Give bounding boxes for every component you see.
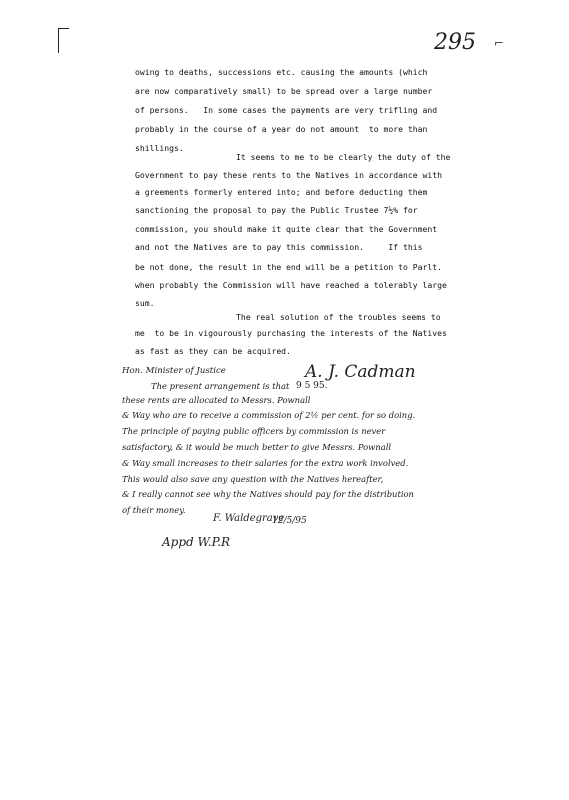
typed-line: and not the Natives are to pay this commission. If this [135,242,423,252]
handwritten-line: & I really cannot see why the Natives should pay for the distribution [122,489,414,499]
typed-line: as fast as they can be acquired. [135,346,291,356]
typed-line: me to be in vigourously purchasing the interests of the Natives [135,328,447,338]
signature-cadman: A. J. Cadman [305,362,416,382]
corner-bracket-mark [58,28,69,41]
typed-line: a greements formerly entered into; and before deducting them [135,187,428,197]
typed-line: It seems to me to be clearly the duty of the [236,152,451,162]
typed-line: commission, you should make it quite clear that the Government [135,224,438,234]
typed-line: probably in the course of a year do not amount to more than [135,124,428,134]
page-number: 295 [434,30,476,55]
signature-date-2: 12/5/95 [272,516,307,526]
handwritten-line: & Way small increases to their salaries for the extra work involved. [122,458,409,468]
handwritten-line: & Way who are to receive a commission of 2½ per cent. for so doing. [122,410,416,420]
handwritten-line: The present arrangement is that [151,381,290,391]
tick-mark: ⌐ [494,36,505,50]
typed-line: sum. [135,298,155,308]
handwritten-line: these rents are allocated to Messrs. Pownall [122,395,311,405]
typed-line: of persons. In some cases the payments are very trifling and [135,105,438,115]
typed-line: owing to deaths, successions etc. causing the amounts (which [135,67,428,77]
signature-date: 9 5 95. [296,381,328,391]
signature-waldegrave: F. Waldegrave [213,513,285,524]
handwritten-line: satisfactory, & it would be much better to give Messrs. Pownall [122,442,392,452]
typed-line: The real solution of the troubles seems to [236,312,441,322]
typed-line: sanctioning the proposal to pay the Public Trustee 7½% for [135,205,418,215]
handwritten-line: of their money. [122,505,186,515]
typed-line: be not done, the result in the end will be a petition to Parlt. [135,262,442,272]
handwritten-addressee: Hon. Minister of Justice [122,366,226,376]
typed-line: shillings. [135,143,184,153]
typed-line: are now comparatively small) to be spread over a large number [135,86,433,96]
approval-note: Appd W.P.R [162,535,231,549]
typed-line: Government to pay these rents to the Natives in accordance with [135,170,442,180]
typed-line: when probably the Commission will have reached a tolerably large [135,280,447,290]
handwritten-line: The principle of paying public officers by commission is never [122,426,386,436]
handwritten-line: This would also save any question with the Natives hereafter, [122,474,384,484]
